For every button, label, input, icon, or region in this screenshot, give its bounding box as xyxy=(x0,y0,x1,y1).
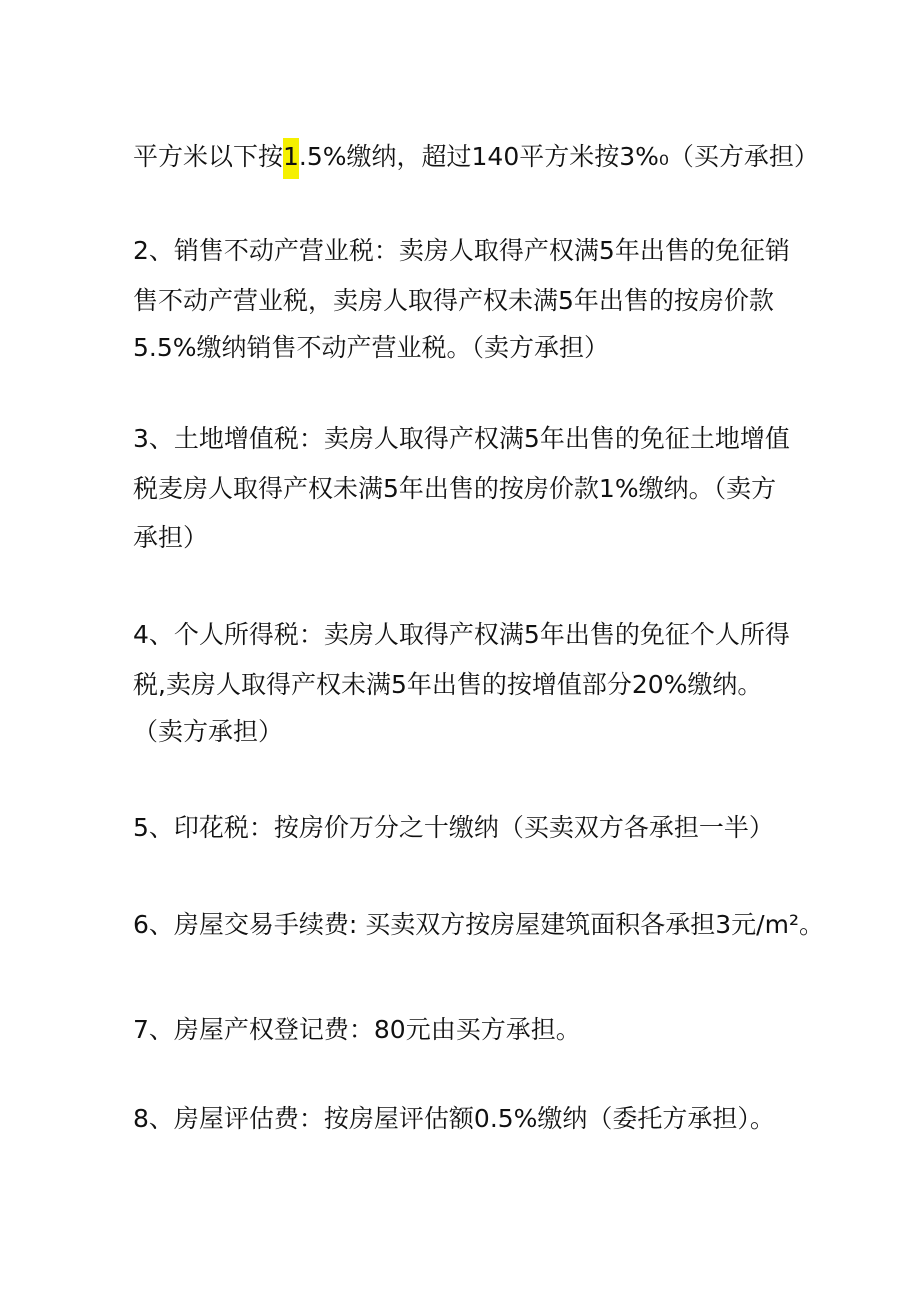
highlighted-text: 1 xyxy=(283,138,299,179)
item-6-transaction-fee: 6、房屋交易手续费: 买卖双方按房屋建筑面积各承担3元/m²。 xyxy=(133,910,824,939)
item-2-line-3: 5.5%缴纳销售不动产营业税。（卖方承担） xyxy=(133,333,610,362)
item-7-registration-fee: 7、房屋产权登记费：80元由买方承担。 xyxy=(133,1015,581,1044)
text-line-deed-tax-continued xyxy=(133,142,833,172)
item-4-line-1: 4、个人所得税：卖房人取得产权满5年出售的免征个人所得 xyxy=(133,620,790,649)
item-4-line-3: （卖方承担） xyxy=(133,717,284,746)
item-3-line-1: 3、土地增值税：卖房人取得产权满5年出售的免征土地增值 xyxy=(133,424,790,453)
item-3-line-3: 承担） xyxy=(133,523,209,552)
text-fragment: 平方米以下按 xyxy=(133,142,284,171)
item-3-line-2: 税麦房人取得产权未满5年出售的按房价款1%缴纳。（卖方 xyxy=(133,474,777,503)
item-5-stamp-tax: 5、印花税：按房价万分之十缴纳（买卖双方各承担一半） xyxy=(133,813,774,842)
text-fragment: .5%缴纳，超过140平方米按3%₀（买方承担） xyxy=(298,142,819,171)
item-2-line-2: 售不动产营业税，卖房人取得产权未满5年出售的按房价款 xyxy=(133,286,774,315)
item-2-line-1: 2、销售不动产营业税：卖房人取得产权满5年出售的免征销 xyxy=(133,236,790,265)
item-8-appraisal-fee: 8、房屋评估费：按房屋评估额0.5%缴纳（委托方承担）。 xyxy=(133,1104,775,1133)
item-4-line-2: 税,卖房人取得产权未满5年出售的按增值部分20%缴纳。 xyxy=(133,670,763,699)
